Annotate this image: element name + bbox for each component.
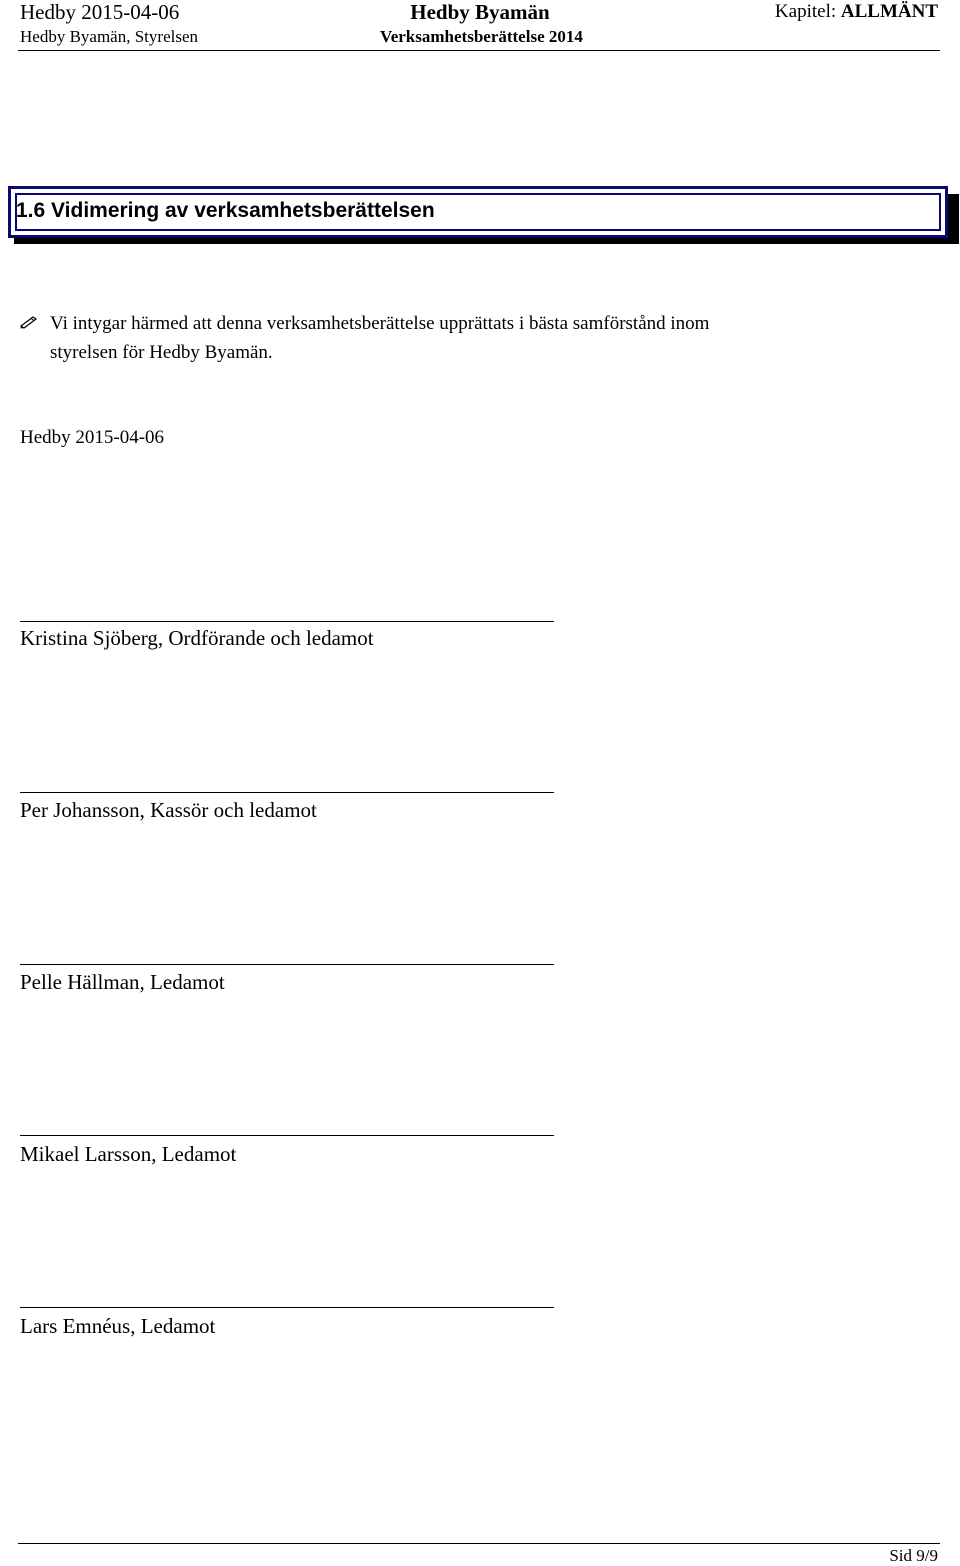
page-number: Sid 9/9 [889,1546,938,1565]
signature-line [20,792,554,793]
signatory-name: Per Johansson, Kassör och ledamot [20,798,317,822]
signing-date: Hedby 2015-04-06 [20,427,165,448]
paragraph-line-1: Vi intygar härmed att denna verksamhetsberättelse upprättats i bästa samförstånd inom [50,313,710,334]
signature-line [20,1307,554,1308]
paragraph-line-2: styrelsen för Hedby Byamän. [50,342,273,363]
signatory-name: Mikael Larsson, Ledamot [20,1142,237,1166]
signatory-name: Kristina Sjöberg, Ordförande och ledamot [20,626,374,650]
header-chapter-value: ALLMÄNT [840,1,938,22]
header-org-name: Hedby Byamän [410,0,550,24]
signature-line [20,621,554,622]
header-author: Hedby Byamän, Styrelsen [20,27,198,46]
footer-divider [18,1543,940,1544]
signature-line [20,964,554,965]
pen-icon [20,315,38,329]
header-document-title: Verksamhetsberättelse 2014 [380,27,583,46]
header-chapter-label: Kapitel: [774,1,841,22]
signatory-name: Pelle Hällman, Ledamot [20,970,225,994]
signature-line [20,1135,554,1136]
header-divider [18,50,940,51]
signatory-name: Lars Emnéus, Ledamot [20,1314,216,1338]
section-heading: 1.6 Vidimering av verksamhetsberättelsen [16,199,435,222]
header-chapter [775,0,938,24]
header-date: Hedby 2015-04-06 [20,0,180,24]
